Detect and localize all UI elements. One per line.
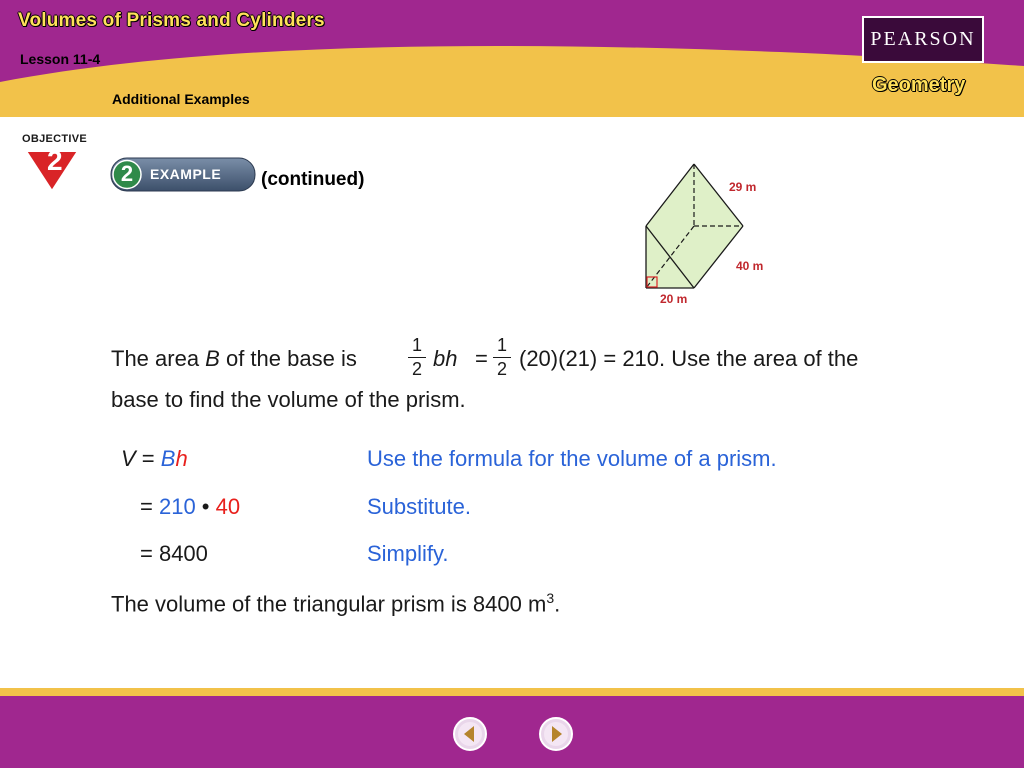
- prism-figure: [636, 158, 786, 308]
- publisher-logo: PEARSON: [862, 16, 984, 63]
- var-B: B: [205, 346, 220, 371]
- multiply-dot: •: [195, 494, 216, 519]
- example-badge: [110, 157, 256, 192]
- conclusion-text: The volume of the triangular prism is 8400 m: [111, 591, 547, 617]
- var-V: V: [121, 446, 136, 471]
- step1-equals: =: [135, 446, 161, 471]
- footer-stripe: [0, 688, 1024, 696]
- example-label: EXAMPLE: [150, 166, 222, 182]
- objective-badge: [20, 133, 92, 193]
- frac1-denominator: 2: [411, 359, 422, 379]
- page-title: Volumes of Prisms and Cylinders: [18, 10, 325, 31]
- step1-note: Use the formula for the volume of a prism.: [367, 446, 777, 471]
- conclusion-sentence: [111, 590, 560, 617]
- value-40: 40: [215, 494, 241, 519]
- text-the-area: The area: [111, 346, 206, 371]
- step3-equation: = 8400: [140, 541, 208, 566]
- fraction-one-half-b: [493, 335, 511, 380]
- step2-equation: [140, 494, 240, 520]
- edge-label-29m: 29 m: [729, 180, 757, 194]
- previous-arrow-icon: [452, 716, 488, 752]
- continued-note: (continued): [261, 169, 365, 190]
- var-h-red: h: [175, 446, 188, 471]
- step2-equals: =: [140, 494, 159, 519]
- lesson-label: Lesson 11-4: [20, 51, 101, 67]
- frac2-numerator: 1: [496, 335, 507, 355]
- area-sentence-part3: base to find the volume of the prism.: [111, 387, 466, 412]
- value-210: 210: [158, 494, 196, 519]
- objective-label: OBJECTIVE: [22, 133, 88, 145]
- text-of-base-is: of the base is: [219, 346, 357, 371]
- section-subtitle: Additional Examples: [112, 91, 250, 107]
- frac1-numerator: 1: [411, 335, 422, 355]
- subject-label: Geometry: [872, 74, 966, 96]
- area-sentence-part2: (20)(21) = 210. Use the area of the: [519, 346, 859, 371]
- objective-number: 2: [47, 145, 63, 176]
- next-arrow-icon: [538, 716, 574, 752]
- frac2-denominator: 2: [496, 359, 507, 379]
- equals-sign: =: [475, 346, 488, 371]
- fraction-one-half-a: [408, 335, 426, 380]
- footer-background: [0, 696, 1024, 768]
- area-sentence-part1: [111, 346, 357, 372]
- step1-equation: [121, 446, 188, 472]
- edge-label-20m: 20 m: [660, 292, 688, 306]
- frac2-bar: [493, 357, 511, 358]
- example-number: 2: [120, 161, 134, 186]
- var-B-blue: B: [160, 446, 176, 471]
- edge-label-40m: 40 m: [736, 259, 764, 273]
- triangular-prism-diagram: [636, 158, 786, 308]
- header-banner: [0, 0, 1024, 117]
- step3-note: Simplify.: [367, 541, 449, 566]
- footer-bar: [0, 688, 1024, 768]
- step2-note: Substitute.: [367, 494, 471, 519]
- next-button[interactable]: [538, 716, 574, 752]
- var-bh: bh: [433, 346, 458, 371]
- conclusion-period: .: [554, 591, 561, 617]
- frac1-bar: [408, 357, 426, 358]
- conclusion-exponent: 3: [546, 590, 555, 606]
- previous-button[interactable]: [452, 716, 488, 752]
